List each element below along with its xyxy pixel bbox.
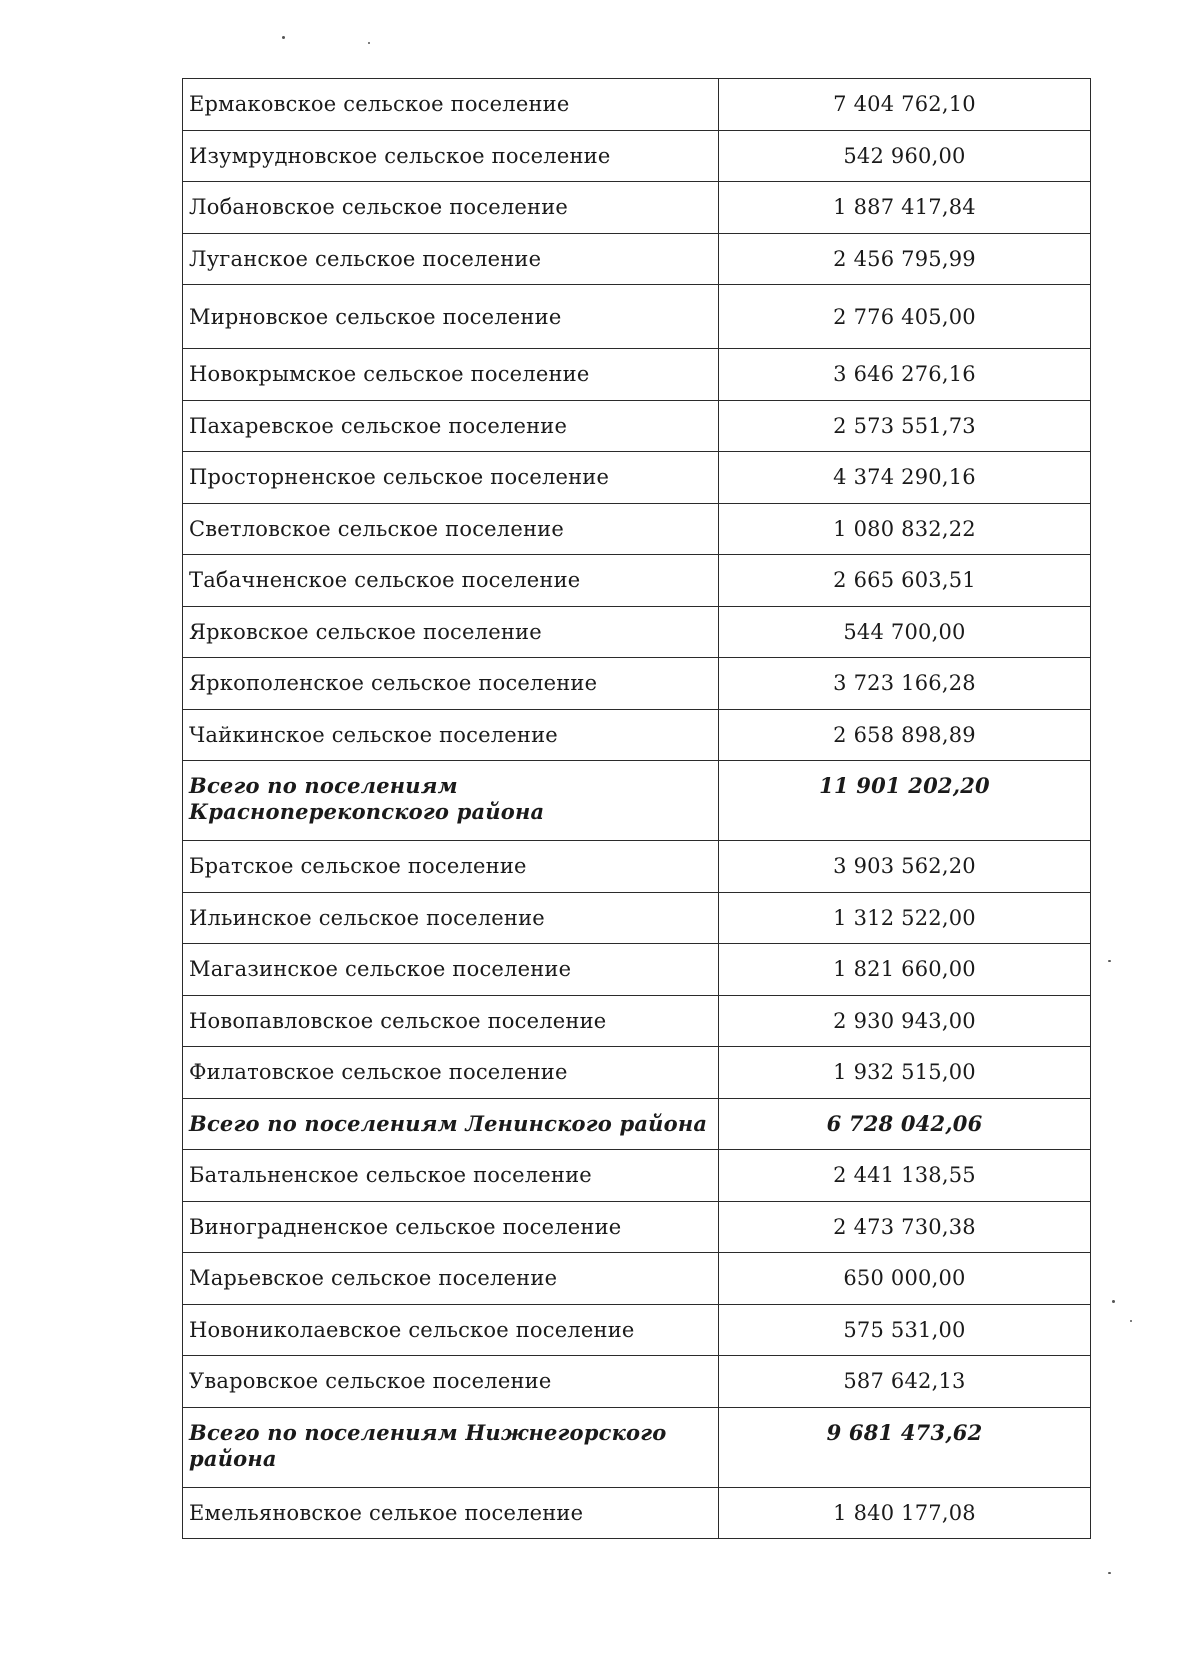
amount-cell: 9 681 473,62: [719, 1407, 1091, 1487]
table-row: [183, 349, 1091, 401]
amount-cell: 1 932 515,00: [719, 1047, 1091, 1099]
settlement-name-cell: Батальненское сельское поселение: [183, 1150, 719, 1202]
table-row: [183, 182, 1091, 234]
amount-cell: 544 700,00: [719, 606, 1091, 658]
settlement-name-cell: Мирновское сельское поселение: [183, 285, 719, 349]
settlement-name-cell: Табачненское сельское поселение: [183, 555, 719, 607]
amount-cell: 2 776 405,00: [719, 285, 1091, 349]
settlement-name-cell: Всего по поселениям Красноперекопского района: [183, 761, 719, 841]
scan-speck: [282, 36, 285, 39]
settlement-name-cell: Чайкинское сельское поселение: [183, 709, 719, 761]
table-row: [183, 452, 1091, 504]
scan-speck: [1108, 960, 1111, 962]
settlements-allocation-table: [182, 78, 1091, 1539]
settlement-name-cell: Просторненское сельское поселение: [183, 452, 719, 504]
settlement-name-cell: Новокрымское сельское поселение: [183, 349, 719, 401]
table-row: [183, 1150, 1091, 1202]
table-row: [183, 1304, 1091, 1356]
settlement-name-cell: Изумрудновское сельское поселение: [183, 130, 719, 182]
amount-cell: 2 456 795,99: [719, 233, 1091, 285]
settlement-name-cell: Всего по поселениям Ленинского района: [183, 1098, 719, 1150]
table-row: [183, 555, 1091, 607]
table-row: [183, 709, 1091, 761]
table-row: [183, 841, 1091, 893]
amount-cell: 650 000,00: [719, 1253, 1091, 1305]
scan-speck: [1108, 1572, 1111, 1574]
amount-cell: 1 840 177,08: [719, 1487, 1091, 1539]
settlement-name-cell: Пахаревское сельское поселение: [183, 400, 719, 452]
settlement-name-cell: Филатовское сельское поселение: [183, 1047, 719, 1099]
settlement-name-cell: Виноградненское сельское поселение: [183, 1201, 719, 1253]
table-row: [183, 1487, 1091, 1539]
settlement-name-cell: Луганское сельское поселение: [183, 233, 719, 285]
table-row: [183, 130, 1091, 182]
settlement-name-cell: Емельяновское селькое поселение: [183, 1487, 719, 1539]
table-total-row: [183, 1098, 1091, 1150]
amount-cell: 587 642,13: [719, 1356, 1091, 1408]
amount-cell: 2 930 943,00: [719, 995, 1091, 1047]
amount-cell: 2 658 898,89: [719, 709, 1091, 761]
table-row: [183, 285, 1091, 349]
table-row: [183, 658, 1091, 710]
amount-cell: 2 441 138,55: [719, 1150, 1091, 1202]
settlement-name-cell: Уваровское сельское поселение: [183, 1356, 719, 1408]
settlement-name-cell: Магазинское сельское поселение: [183, 944, 719, 996]
table-row: [183, 892, 1091, 944]
settlement-name-cell: Яркополенское сельское поселение: [183, 658, 719, 710]
settlement-name-cell: Новопавловское сельское поселение: [183, 995, 719, 1047]
table-row: [183, 1356, 1091, 1408]
settlement-name-cell: Светловское сельское поселение: [183, 503, 719, 555]
amount-cell: 4 374 290,16: [719, 452, 1091, 504]
amount-cell: 2 573 551,73: [719, 400, 1091, 452]
settlement-name-cell: Всего по поселениям Нижнегорского района: [183, 1407, 719, 1487]
scan-speck: [1130, 1320, 1132, 1322]
table-row: [183, 503, 1091, 555]
table-row: [183, 1253, 1091, 1305]
settlement-name-cell: Лобановское сельское поселение: [183, 182, 719, 234]
settlement-name-cell: Ермаковское сельское поселение: [183, 79, 719, 131]
table-row: [183, 995, 1091, 1047]
table-body: [183, 79, 1091, 1539]
table-total-row: [183, 761, 1091, 841]
amount-cell: 7 404 762,10: [719, 79, 1091, 131]
table-row: [183, 400, 1091, 452]
amount-cell: 1 080 832,22: [719, 503, 1091, 555]
settlement-name-cell: Марьевское сельское поселение: [183, 1253, 719, 1305]
amount-cell: 575 531,00: [719, 1304, 1091, 1356]
settlement-name-cell: Ярковское сельское поселение: [183, 606, 719, 658]
amount-cell: 11 901 202,20: [719, 761, 1091, 841]
amount-cell: 2 473 730,38: [719, 1201, 1091, 1253]
amount-cell: 3 646 276,16: [719, 349, 1091, 401]
amount-cell: 3 903 562,20: [719, 841, 1091, 893]
table-row: [183, 1047, 1091, 1099]
settlement-name-cell: Новониколаевское сельское поселение: [183, 1304, 719, 1356]
amount-cell: 1 312 522,00: [719, 892, 1091, 944]
table-row: [183, 1201, 1091, 1253]
amount-cell: 542 960,00: [719, 130, 1091, 182]
scan-speck: [368, 42, 370, 44]
amount-cell: 3 723 166,28: [719, 658, 1091, 710]
amount-cell: 1 821 660,00: [719, 944, 1091, 996]
table-total-row: [183, 1407, 1091, 1487]
table-row: [183, 79, 1091, 131]
settlement-name-cell: Братское сельское поселение: [183, 841, 719, 893]
settlement-name-cell: Ильинское сельское поселение: [183, 892, 719, 944]
table-row: [183, 606, 1091, 658]
amount-cell: 2 665 603,51: [719, 555, 1091, 607]
table-row: [183, 944, 1091, 996]
table-row: [183, 233, 1091, 285]
amount-cell: 6 728 042,06: [719, 1098, 1091, 1150]
scan-speck: [1112, 1300, 1115, 1303]
amount-cell: 1 887 417,84: [719, 182, 1091, 234]
